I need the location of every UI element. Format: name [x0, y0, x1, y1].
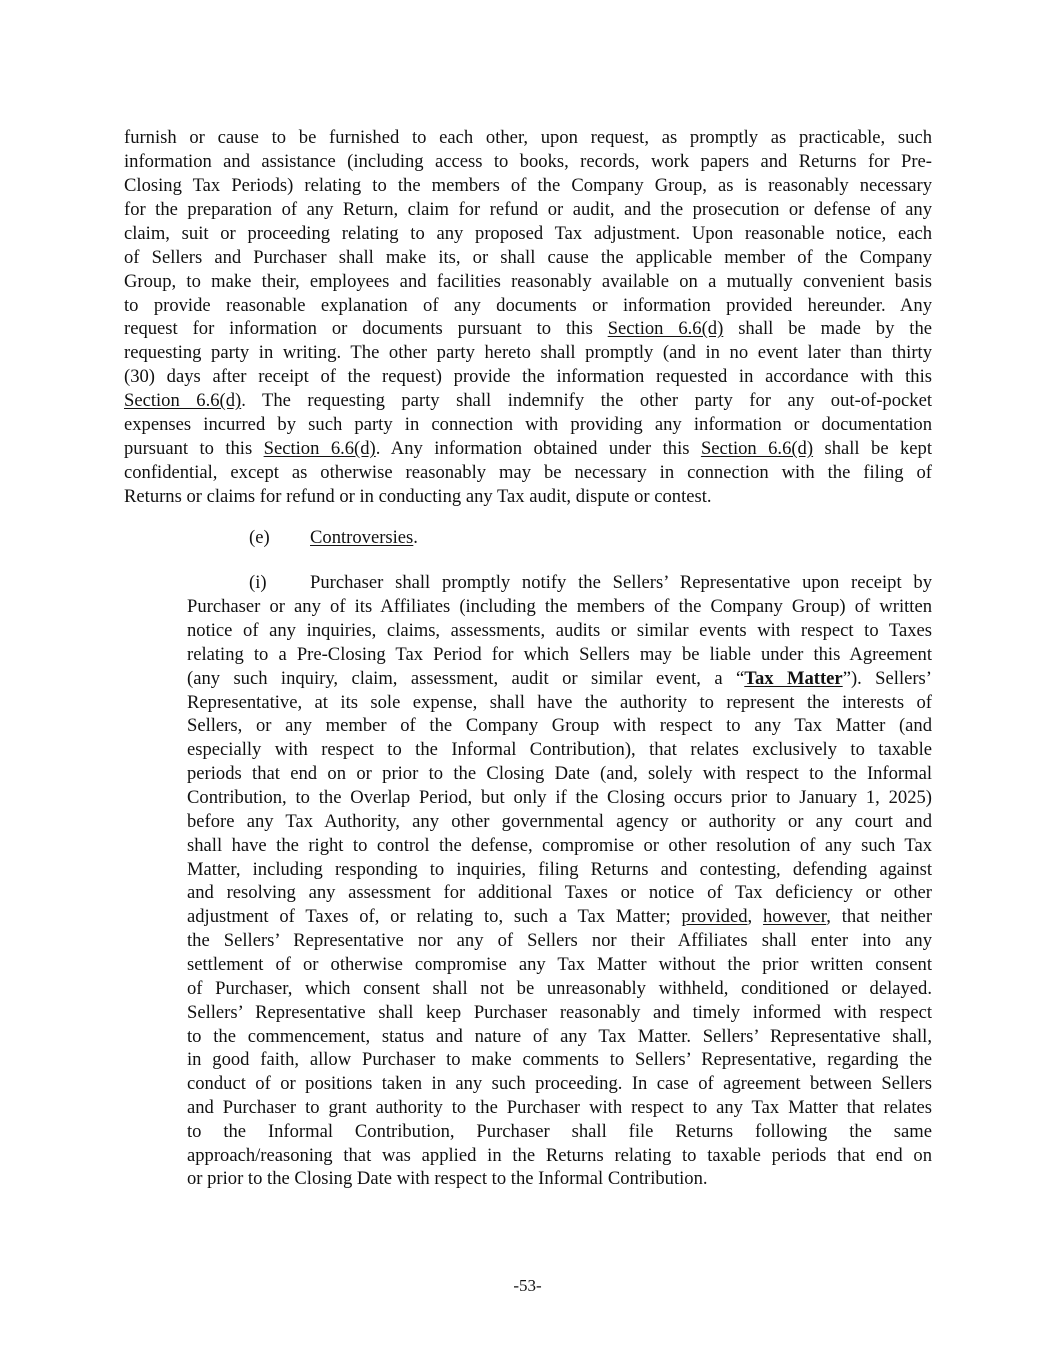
section-number: (e)	[249, 527, 270, 548]
text-line	[249, 571, 932, 595]
text-span: , that neither	[826, 906, 933, 927]
text-line: requesting party in writing. The other party hereto shall promptly (and in no event later than thirty	[124, 342, 932, 363]
text-line: or prior to the Closing Date with respect to the Informal Contribution.	[187, 1168, 708, 1189]
text-line: confidential, except as otherwise reasonably may be necessary in connection with the filing of	[124, 462, 932, 483]
text-line	[124, 389, 932, 413]
text-line: in good faith, allow Purchaser to make comments to Sellers’ Representative, regarding the	[187, 1049, 932, 1070]
text-line: and resolving any assessment for additional Taxes or notice of Tax deficiency or other	[187, 882, 932, 903]
text-line: Sellers’ Representative shall keep Purchaser reasonably and timely informed with respect	[187, 1002, 932, 1023]
text-line: notice of any inquiries, claims, assessments, audits or similar events with respect to Taxes	[187, 620, 932, 641]
text-span: ”). Sellers’	[842, 668, 932, 689]
text-line: information and assistance (including access to books, records, work papers and Returns for Pre-	[124, 151, 932, 172]
text-line: conduct of or positions taken in any such proceeding. In case of agreement between Sellers	[187, 1073, 932, 1094]
text-line: furnish or cause to be furnished to each other, upon request, as promptly as practicable, such	[124, 127, 932, 148]
section-reference-link[interactable]: Section 6.6(d)	[607, 318, 724, 339]
text-line: for the preparation of any Return, claim for refund or audit, and the prosecution or defense of any	[124, 199, 932, 220]
text-line: especially with respect to the Informal Contribution), that relates exclusively to taxable	[187, 739, 932, 760]
text-line: of Purchaser, which consent shall not be unreasonably withheld, conditioned or delayed.	[187, 978, 932, 999]
text-line	[187, 667, 932, 691]
emphasis-provided: provided	[681, 906, 748, 927]
text-line: (30) days after receipt of the request) provide the information requested in accordance with this	[124, 366, 932, 387]
defined-term: Tax Matter	[744, 668, 843, 689]
section-reference-link[interactable]: Section 6.6(d)	[263, 438, 376, 459]
text-line: Contribution, to the Overlap Period, but only if the Closing occurs prior to January 1, 2025)	[187, 787, 932, 808]
text-line	[124, 317, 932, 341]
text-span: ,	[747, 906, 763, 927]
text-line: Sellers, or any member of the Company Group with respect to any Tax Matter (and	[187, 715, 932, 736]
text-line: relating to a Pre-Closing Tax Period for which Sellers may be liable under this Agreement	[187, 644, 932, 665]
text-line: to the Informal Contribution, Purchaser shall file Returns following the same	[187, 1121, 932, 1142]
text-line	[124, 437, 932, 461]
page-number: -53-	[513, 1276, 542, 1295]
text-line: Closing Tax Periods) relating to the members of the Company Group, as is reasonably necessary	[124, 175, 932, 196]
section-title-period: .	[413, 527, 418, 548]
text-line: approach/reasoning that was applied in the Returns relating to taxable periods that end on	[187, 1145, 932, 1166]
text-span: . The requesting party shall indemnify the other party for any out-of-pocket	[241, 390, 932, 411]
text-line: shall have the right to control the defense, compromise or other resolution of any such Tax	[187, 835, 932, 856]
text-span: shall be kept	[813, 438, 933, 459]
text-line: to provide reasonable explanation of any documents or information provided hereunder. Any	[124, 295, 932, 316]
text-line: settlement of or otherwise compromise any Tax Matter without the prior written consent	[187, 954, 932, 975]
text-line: of Sellers and Purchaser shall make its, or shall cause the applicable member of the Company	[124, 247, 932, 268]
section-title: Controversies	[310, 527, 414, 548]
section-reference-link[interactable]: Section 6.6(d)	[700, 438, 814, 459]
text-line: and Purchaser to grant authority to the Purchaser with respect to any Tax Matter that relates	[187, 1097, 932, 1118]
section-reference-link[interactable]: Section 6.6(d)	[124, 390, 242, 411]
text-line: Representative, at its sole expense, shall have the authority to represent the interests of	[187, 692, 932, 713]
text-span: Purchaser shall promptly notify the Sellers’ Representative upon receipt by	[310, 572, 932, 593]
text-line: the Sellers’ Representative nor any of Sellers nor their Affiliates shall enter into any	[187, 930, 932, 951]
text-line: Matter, including responding to inquiries, filing Returns and contesting, defending against	[187, 859, 932, 880]
text-line: Group, to make their, employees and facilities reasonably available on a mutually convenient basis	[124, 271, 932, 292]
text-line: periods that end on or prior to the Closing Date (and, solely with respect to the Informal	[187, 763, 932, 784]
emphasis-however: however	[762, 906, 827, 927]
text-span: pursuant to this	[124, 438, 264, 459]
text-line: expenses incurred by such party in connection with providing any information or documentation	[124, 414, 932, 435]
section-heading-controversies	[249, 526, 418, 550]
text-span: request for information or documents pursuant to this	[124, 318, 608, 339]
subsection-number: (i)	[249, 572, 267, 593]
text-line: to the commencement, status and nature of any Tax Matter. Sellers’ Representative shall,	[187, 1026, 932, 1047]
text-line: Purchaser or any of its Affiliates (including the members of the Company Group) of written	[187, 596, 932, 617]
text-line	[187, 905, 932, 929]
text-line: Returns or claims for refund or in conducting any Tax audit, dispute or contest.	[124, 486, 712, 507]
text-span: (any such inquiry, claim, assessment, audit or similar event, a “	[187, 668, 745, 689]
text-span: shall be made by the	[723, 318, 932, 339]
text-line: claim, suit or proceeding relating to any proposed Tax adjustment. Upon reasonable notice, each	[124, 223, 932, 244]
text-line: before any Tax Authority, any other governmental agency or authority or any court and	[187, 811, 932, 832]
text-span: . Any information obtained under this	[375, 438, 701, 459]
text-span: adjustment of Taxes of, or relating to, such a Tax Matter;	[187, 906, 682, 927]
